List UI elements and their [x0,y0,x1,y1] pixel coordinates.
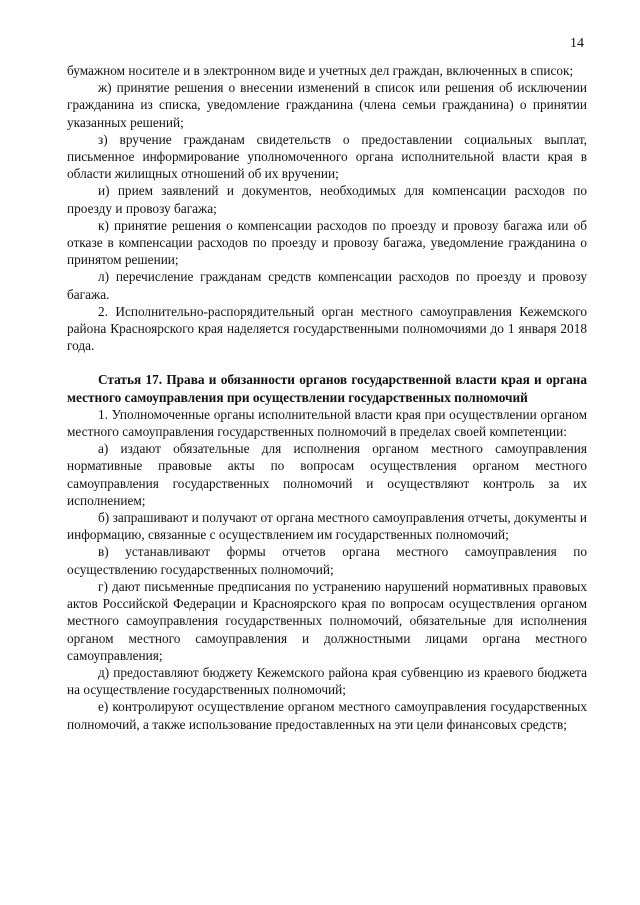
spacer [67,354,587,371]
paragraph-item-l: л) перечисление гражданам средств компенсации расходов по проезду и провозу багажа. [67,269,587,302]
paragraph-item-a: а) издают обязательные для исполнения органом местного самоуправления нормативные правовые акты по вопросам осуществления органом местного самоуправления государственных полномочий и осуществляют контроль за их исполнением; [67,441,587,508]
paragraph-item-z: з) вручение гражданам свидетельств о предоставлении социальных выплат, письменное информирование уполномоченного органа исполнительной власти края в области жилищных отношений об их вручении; [67,131,587,182]
paragraph-item-g: г) дают письменные предписания по устранению нарушений нормативных правовых актов Российской Федерации и Красноярского края по вопросам осуществления органом местного самоуправления государственных полномочий, обязательные для исполнения органом местного самоуправления и должностными лицами органа местного самоуправления; [67,578,587,663]
paragraph-continuation: бумажном носителе и в электронном виде и учетных дел граждан, включенных в список; [67,63,574,78]
paragraph-item-b: б) запрашивают и получают от органа местного самоуправления отчеты, документы и информацию, связанные с осуществлением им государственных полномочий; [67,510,587,543]
article-heading: Статья 17. Права и обязанности органов государственной власти края и органа местного самоуправления при осуществлении государственных полномочий [67,372,587,405]
paragraph-item-d: д) предоставляют бюджету Кежемского района края субвенцию из краевого бюджета на осуществление государственных полномочий; [67,664,587,698]
paragraph-item-zh: ж) принятие решения о внесении изменений в список или решения об исключении гражданина из списка, уведомление гражданина (члена семьи гражданина) о принятии указанных решений; [67,80,587,130]
paragraph-section-1: 1. Уполномоченные органы исполнительной власти края при осуществлении органом местного самоуправления государственных полномочий в пределах своей компетенции: [67,406,587,440]
paragraph-item-e: е) контролируют осуществление органом местного самоуправления государственных полномочий, а также использование предоставленных на эти цели финансовых средств; [67,699,587,732]
paragraph-item-k: к) принятие решения о компенсации расходов по проезду и провозу багажа или об отказе в компенсации расходов по проезду и провозу багажа, уведомление гражданина о принятом решении; [67,217,587,268]
page-number: 14 [570,36,584,51]
document-body [67,62,587,733]
paragraph-section-2: 2. Исполнительно-распорядительный орган местного самоуправления Кежемского района Красноярского края наделяется государственными полномочиями до 1 января 2018 года. [67,303,587,354]
paragraph-item-v: в) устанавливают формы отчетов органа местного самоуправления по осуществлению государственных полномочий; [67,544,587,577]
paragraph-item-i: и) прием заявлений и документов, необходимых для компенсации расходов по проезду и провозу багажа; [67,183,587,216]
